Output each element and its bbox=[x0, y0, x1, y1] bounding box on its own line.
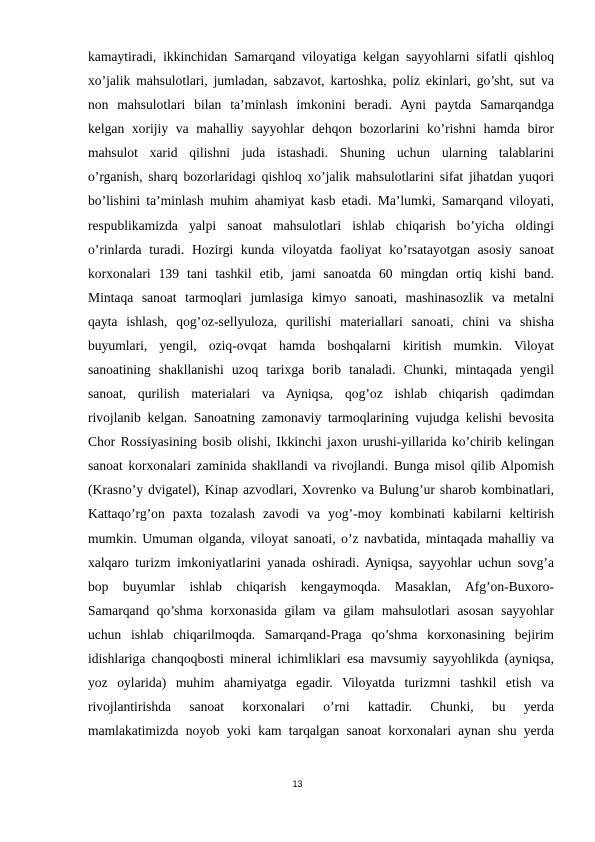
text-line: Kattaqo’rg’on paxta tozalash zavodi va yog’-moy kombinati kabilarni keltirish bbox=[88, 506, 554, 522]
text-line: mamlakatimizda noyob yoki kam tarqalgan sanoat korxonalari aynan shu yerda bbox=[88, 723, 554, 739]
text-line: respublikamizda yalpi sanoat mahsulotlari ishlab chiqarish bo’yicha oldingi bbox=[88, 217, 554, 233]
text-line: rivojlanib kelgan. Sanoatning zamonaviy tarmoqlarining vujudga kelishi bevosita bbox=[88, 410, 554, 426]
text-line: non mahsulotlari bilan ta’minlash imkonini beradi. Ayni paytda Samarqandga bbox=[88, 97, 554, 113]
text-line: qayta ishlash, qog’oz-sellyuloza, qurilishi materiallari sanoati, chini va shisha bbox=[88, 313, 554, 329]
text-line: xalqaro turizm imkoniyatlarini yanada oshiradi. Ayniqsa, sayyohlar uchun sovg’a bbox=[88, 554, 554, 570]
text-line: yoz oylarida) muhim ahamiyatga egadir. Viloyatda turizmni tashkil etish va bbox=[88, 675, 554, 691]
text-line: xo’jalik mahsulotlari, jumladan, sabzavot, kartoshka, poliz ekinlari, go’sht, sut va bbox=[88, 73, 554, 89]
text-line: kamaytiradi, ikkinchidan Samarqand viloyatiga kelgan sayyohlarni sifatli qishloq bbox=[88, 49, 554, 64]
text-line: idishlariga chanqoqbosti mineral ichimliklari esa mavsumiy sayyohlikda (ayniqsa, bbox=[88, 650, 554, 666]
text-line: bo’lishini ta’minlash muhim ahamiyat kasb etadi. Ma’lumki, Samarqand viloyati, bbox=[88, 193, 554, 209]
body-text bbox=[88, 45, 554, 743]
text-line: Samarqand qo’shma korxonasida gilam va gilam mahsulotlari asosan sayyohlar bbox=[88, 602, 554, 618]
text-line: buyumlari, yengil, oziq-ovqat hamda boshqalarni kiritish mumkin. Viloyat bbox=[88, 337, 554, 353]
text-line: Mintaqa sanoat tarmoqlari jumlasiga kimyo sanoati, mashinasozlik va metalni bbox=[88, 289, 554, 305]
text-line: rivojlantirishda sanoat korxonalari o’rni kattadir. Chunki, bu yerda bbox=[88, 699, 554, 715]
text-line: mumkin. Umuman olganda, viloyat sanoati, o’z navbatida, mintaqada mahalliy va bbox=[88, 530, 554, 546]
text-line: sanoatining shakllanishi uzoq tarixga borib tanaladi. Chunki, mintaqada yengil bbox=[88, 362, 554, 378]
text-line: (Krasno’y dvigatel), Kinap azvodlari, Xovrenko va Bulung’ur sharob kombinatlari, bbox=[88, 482, 554, 498]
text-line: korxonalari 139 tani tashkil etib, jami sanoatda 60 mingdan ortiq kishi band. bbox=[88, 265, 554, 281]
text-line: Chor Rossiyasining bosib olishi, Ikkinchi jaxon urushi-yillarida ko’chirib kelingan bbox=[88, 434, 554, 450]
text-line: sanoat korxonalari zaminida shakllandi va rivojlandi. Bunga misol qilib Alpomish bbox=[88, 458, 554, 474]
text-line: o’rganish, sharq bozorlaridagi qishloq xo’jalik mahsulotlarini sifat jihatdan yuqori bbox=[88, 169, 554, 185]
text-line: bop buyumlar ishlab chiqarish kengaymoqda. Masaklan, Afg’on-Buxoro- bbox=[88, 578, 554, 594]
text-line: mahsulot xarid qilishni juda istashadi. Shuning uchun ularning talablarini bbox=[88, 145, 554, 161]
text-line: o’rinlarda turadi. Hozirgi kunda viloyatda faoliyat ko’rsatayotgan asosiy sanoat bbox=[88, 241, 554, 257]
text-line: uchun ishlab chiqarilmoqda. Samarqand-Praga qo’shma korxonasining bejirim bbox=[88, 626, 554, 642]
text-line: sanoat, qurilish materialari va Ayniqsa, qog’oz ishlab chiqarish qadimdan bbox=[88, 386, 554, 402]
page-number: 13 bbox=[292, 779, 303, 789]
text-line: kelgan xorijiy va mahalliy sayyohlar dehqon bozorlarini ko’rishni hamda biror bbox=[88, 121, 554, 137]
